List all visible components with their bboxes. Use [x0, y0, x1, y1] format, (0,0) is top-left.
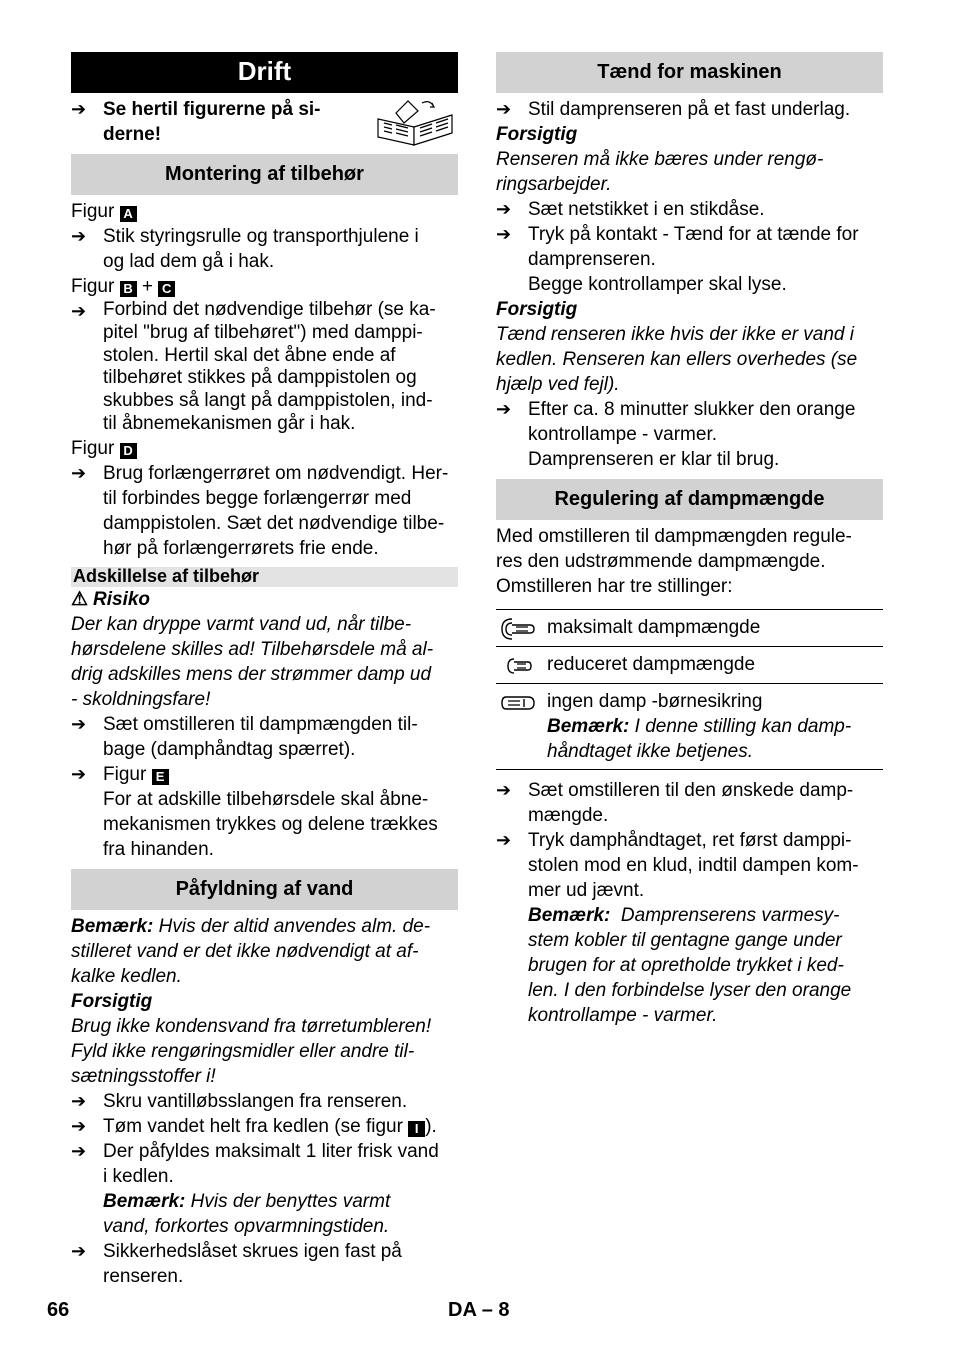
- see-figures-line-2: derne!: [103, 124, 162, 145]
- figure-reference: Figur B + C: [71, 274, 458, 299]
- page-title: Drift: [71, 52, 458, 93]
- intro-paragraph: Med omstilleren til dampmængden regule- res den udstrømmende dampmængde. Omstilleren har tre stillinger:: [496, 526, 852, 597]
- figure-a-badge: A: [120, 206, 137, 222]
- list-item: ➔ Forbind det nødvendige tilbehør (se ka- pitel "brug af tilbehøret") med damppi- stolen. Hertil skal det åbne ende af tilbehøret stikkes på damppistolen og skubbes så langt på damppistolen, ind- til åbnemekanismen går i hak.: [71, 299, 436, 434]
- arrow-icon: ➔: [71, 226, 87, 246]
- arrow-icon: ➔: [496, 99, 512, 119]
- table-row: [496, 610, 883, 647]
- right-column: [496, 52, 883, 1028]
- list-item: ➔ Tøm vandet helt fra kedlen (se figur I ).: [71, 1115, 437, 1137]
- page-number: 66: [47, 1299, 70, 1321]
- see-figures-line-1: Se hertil figurerne på si-: [103, 99, 321, 120]
- list-item: ➔ Efter ca. 8 minutter slukker den orange kontrollampe - varmer. Damprenseren er klar til brug.: [496, 399, 856, 470]
- list-item: ➔ Figur E For at adskille tilbehørsdele skal åbne- mekanismen trykkes og delene trækkes fra hinanden.: [71, 763, 438, 860]
- reduced-steam-icon: [500, 654, 536, 678]
- arrow-icon: ➔: [496, 830, 512, 850]
- arrow-icon: ➔: [71, 99, 87, 119]
- see-figures-note: [71, 97, 458, 147]
- caution-label: Forsigtig: [496, 124, 578, 145]
- list-item: ➔ Sæt omstilleren til den ønskede damp- mængde.: [496, 780, 854, 826]
- max-steam-icon: [500, 617, 536, 641]
- arrow-icon: ➔: [496, 224, 512, 244]
- caution-text: Brug ikke kondensvand fra tørretumbleren! Fyld ikke rengøringsmidler eller andre til- sætningsstoffer i!: [71, 1015, 432, 1087]
- warning-triangle-icon: ⚠: [71, 588, 89, 610]
- list-item: ➔ Tryk på kontakt - Tænd for at tænde for damprenseren. Begge kontrollamper skal lyse.: [496, 224, 859, 295]
- table-row: [496, 647, 883, 684]
- arrow-icon: ➔: [71, 301, 87, 321]
- section-heading-regulering: Regulering af dampmængde: [496, 479, 883, 520]
- note-paragraph: Bemærk: Hvis der altid anvendes alm. de- stilleret vand er det ikke nødvendigt at af- kalke kedlen.: [71, 915, 431, 987]
- figure-d-badge: D: [120, 443, 137, 459]
- arrow-icon: ➔: [71, 462, 87, 483]
- subsection-heading-adskillelse: Adskillelse af tilbehør: [71, 567, 458, 587]
- caution-label: Forsigtig: [496, 299, 578, 320]
- arrow-icon: ➔: [71, 1140, 87, 1161]
- arrow-icon: ➔: [496, 199, 512, 219]
- no-steam-child-lock-icon: [500, 691, 536, 715]
- figure-b-badge: B: [120, 281, 137, 297]
- figure-reference: Figur D: [71, 436, 458, 461]
- list-item: ➔ Stik styringsrulle og transporthjulene i og lad dem gå i hak.: [71, 226, 419, 272]
- caution-text: Renseren må ikke bæres under rengø- ringsarbejder.: [496, 149, 824, 195]
- list-item: ➔ Sæt omstilleren til dampmængden til- bage (damphåndtag spærret).: [71, 713, 418, 760]
- steam-settings-table: [496, 609, 883, 770]
- figure-e-badge: E: [152, 769, 169, 785]
- open-book-icon: [374, 97, 456, 147]
- arrow-icon: ➔: [71, 763, 87, 784]
- arrow-icon: ➔: [71, 1090, 87, 1111]
- table-row: [496, 684, 883, 770]
- left-column: [71, 52, 458, 1289]
- caution-text: Tænd renseren ikke hvis der ikke er vand i kedlen. Renseren kan ellers overhedes (se hjælp ved fejl).: [496, 324, 858, 395]
- list-item: ➔ Skru vantilløbsslangen fra renseren.: [71, 1090, 408, 1112]
- list-item: ➔ Stil damprenseren på et fast underlag.: [496, 99, 851, 120]
- section-heading-taend: Tænd for maskinen: [496, 52, 883, 93]
- arrow-icon: ➔: [496, 399, 512, 419]
- section-heading-montering: Montering af tilbehør: [71, 154, 458, 195]
- steam-setting-text: reduceret dampmængde: [547, 647, 883, 684]
- section-code: DA – 8: [448, 1299, 510, 1321]
- figure-i-badge: I: [408, 1121, 425, 1137]
- list-item: ➔ Der påfyldes maksimalt 1 liter frisk vand i kedlen. Bemærk: Hvis der benyttes varmt vand, forkortes opvarmningstiden.: [71, 1140, 439, 1237]
- list-item: ➔ Brug forlængerrøret om nødvendigt. Her- til forbindes begge forlængerrør med damppistolen. Sæt det nødvendige tilbe- hør på forlængerrørets frie ende.: [71, 462, 449, 559]
- steam-setting-text: maksimalt dampmængde: [547, 610, 883, 647]
- risk-text: Der kan dryppe varmt vand ud, når tilbe- hørsdelene skilles ad! Tilbehørsdele må al- drig adskilles mens der strømmer damp ud - skoldningsfare!: [71, 613, 434, 710]
- figure-c-badge: C: [158, 281, 175, 297]
- arrow-icon: ➔: [71, 1115, 87, 1136]
- list-item: ➔ Sæt netstikket i en stikdåse.: [496, 199, 765, 220]
- arrow-icon: ➔: [71, 713, 87, 734]
- steam-setting-text: ingen damp -børnesikring Bemærk: I denne stilling kan damp- håndtaget ikke betjenes.: [547, 684, 883, 770]
- arrow-icon: ➔: [496, 780, 512, 800]
- caution-label: Forsigtig: [71, 990, 153, 1012]
- list-item: ➔ Sikkerhedslåset skrues igen fast på renseren.: [71, 1240, 402, 1287]
- section-heading-pafyldning: Påfyldning af vand: [71, 869, 458, 910]
- arrow-icon: ➔: [71, 1240, 87, 1261]
- list-item: ➔ Tryk damphåndtaget, ret først damppi- stolen mod en klud, indtil dampen kom- mer ud jævnt. Bemærk: Damprenserens varmesy- stem kobler til gentagne gange under brugen for at opretholde trykket i ked- len. I den forbindelse lyser den orange kontrollampe - varmer.: [496, 830, 859, 1026]
- figure-reference: Figur A: [71, 199, 458, 224]
- risk-label: ⚠ Risiko: [71, 588, 151, 610]
